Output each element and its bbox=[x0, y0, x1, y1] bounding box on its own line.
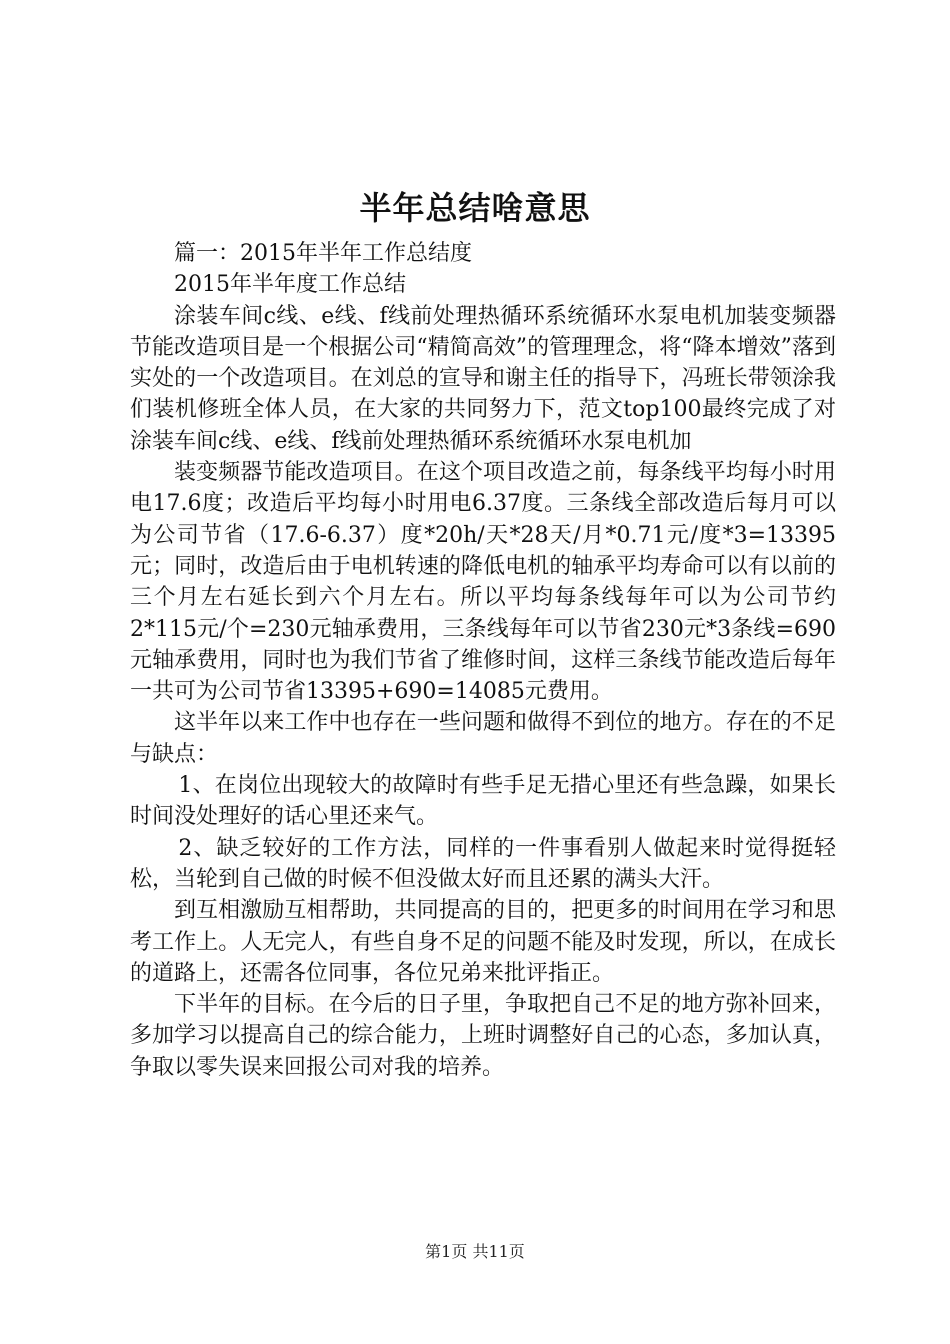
list-item-2: 2、缺乏较好的工作方法，同样的一件事看别人做起来时觉得挺轻松，当轮到自己做的时候不但没做太好而且还累的满头大汗。 bbox=[130, 835, 836, 892]
paragraph-shortcomings: 这半年以来工作中也存在一些问题和做得不到位的地方。存在的不足与缺点： bbox=[130, 710, 836, 767]
page-title: 半年总结啥意思 bbox=[359, 189, 591, 227]
paragraph-savings: 装变频器节能改造项目。在这个项目改造之前，每条线平均每小时用电17.6度；改造后平均每小时用电6.37度。三条线全部改造后每月可以为公司节省（17.6-6.37）度*20h/天*28天/月*0.71元/度*3=13395元；同时，改造后由于电机转速的降低电机的轴承平均寿命可以有以前的三个月左右延长到六个月左右。所以平均每条线每年可以为公司节约2*115元/个=230元轴承费用，三条线每年可以节省230元*3条线=690元轴承费用，同时也为我们节省了维修时间，这样三条线节能改造后每年一共可为公司节省13395+690=14085元费用。 bbox=[130, 460, 836, 705]
paragraph-next-half-goals: 下半年的目标。在今后的日子里，争取把自己不足的地方弥补回来，多加学习以提高自己的综合能力，上班时调整好自己的心态，多加认真，争取以零失误来回报公司对我的培养。 bbox=[130, 992, 836, 1080]
section-heading: 篇一：2015年半年工作总结度 bbox=[174, 241, 472, 266]
paragraph-mutual-help: 到互相激励互相帮助，共同提高的目的，把更多的时间用在学习和思考工作上。人无完人，有些自身不足的问题不能及时发现，所以，在成长的道路上，还需各位同事，各位兄弟来批评指正。 bbox=[130, 898, 836, 986]
report-heading: 2015年半年度工作总结 bbox=[174, 272, 406, 298]
list-item-1: 1、在岗位出现较大的故障时有些手足无措心里还有些急躁，如果长时间没处理好的话心里还来气。 bbox=[130, 773, 836, 830]
paragraph-project-intro: 涂装车间c线、e线、f线前处理热循环系统循环水泵电机加装变频器节能改造项目是一个根据公司“精简高效”的管理理念，将“降本增效”落到实处的一个改造项目。在刘总的宣导和谢主任的指导下，冯班长带领涂我们装机修班全体人员，在大家的共同努力下，范文top100最终完成了对涂装车间c线、e线、f线前处理热循环系统循环水泵电机加 bbox=[130, 303, 836, 454]
document-body bbox=[130, 238, 836, 1083]
page-footer: 第1页 共11页 bbox=[425, 1242, 525, 1261]
